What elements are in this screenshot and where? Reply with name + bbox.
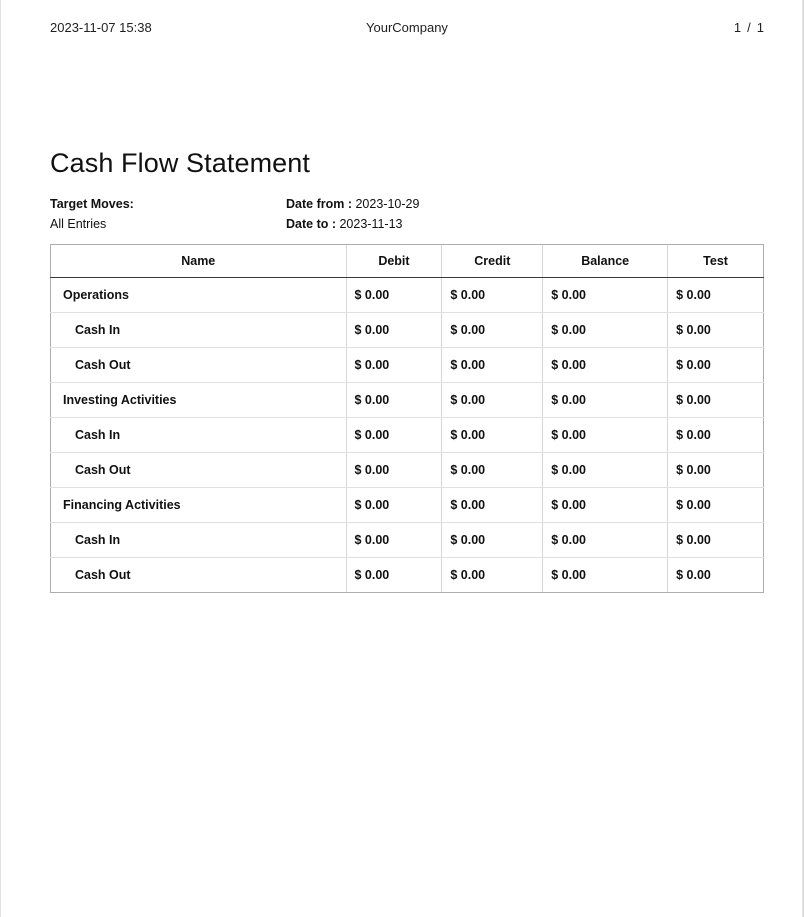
cell-name: Cash Out — [51, 558, 347, 593]
report-content — [50, 146, 764, 593]
page-right-edge — [802, 0, 803, 917]
table-row — [51, 418, 764, 453]
table-row — [51, 313, 764, 348]
cell-test: $ 0.00 — [668, 453, 764, 488]
cell-balance: $ 0.00 — [543, 313, 668, 348]
cell-name: Operations — [51, 278, 347, 313]
table-row — [51, 453, 764, 488]
date-to-row — [286, 214, 522, 234]
table-row — [51, 488, 764, 523]
cell-credit: $ 0.00 — [442, 558, 543, 593]
cell-name: Cash In — [51, 523, 347, 558]
date-from-label: Date from : — [286, 197, 352, 211]
header-company-name: YourCompany — [366, 20, 448, 35]
cell-balance: $ 0.00 — [543, 383, 668, 418]
cell-debit: $ 0.00 — [346, 418, 442, 453]
table-row — [51, 523, 764, 558]
cell-debit: $ 0.00 — [346, 278, 442, 313]
cell-test: $ 0.00 — [668, 278, 764, 313]
cell-debit: $ 0.00 — [346, 348, 442, 383]
meta-column-target-moves — [50, 194, 286, 234]
cell-credit: $ 0.00 — [442, 523, 543, 558]
cell-balance: $ 0.00 — [543, 488, 668, 523]
cell-debit: $ 0.00 — [346, 383, 442, 418]
cell-test: $ 0.00 — [668, 313, 764, 348]
cell-balance: $ 0.00 — [543, 453, 668, 488]
column-header-balance: Balance — [543, 245, 668, 278]
target-moves-label-text: Target Moves: — [50, 197, 134, 211]
cell-debit: $ 0.00 — [346, 523, 442, 558]
cell-name: Cash In — [51, 313, 347, 348]
cell-test: $ 0.00 — [668, 383, 764, 418]
cell-name: Cash In — [51, 418, 347, 453]
cell-test: $ 0.00 — [668, 523, 764, 558]
column-header-debit: Debit — [346, 245, 442, 278]
cell-debit: $ 0.00 — [346, 558, 442, 593]
cell-credit: $ 0.00 — [442, 383, 543, 418]
header-datetime: 2023-11-07 15:38 — [50, 20, 152, 35]
cell-test: $ 0.00 — [668, 348, 764, 383]
table-body — [51, 278, 764, 593]
header-pagination — [528, 20, 764, 35]
table-row — [51, 558, 764, 593]
page-separator: / — [747, 20, 751, 35]
cell-name: Cash Out — [51, 453, 347, 488]
column-header-credit: Credit — [442, 245, 543, 278]
cell-credit: $ 0.00 — [442, 418, 543, 453]
cell-debit: $ 0.00 — [346, 453, 442, 488]
column-header-test: Test — [668, 245, 764, 278]
cell-balance: $ 0.00 — [543, 418, 668, 453]
cell-credit: $ 0.00 — [442, 278, 543, 313]
report-meta — [50, 194, 764, 234]
page-total: 1 — [756, 20, 764, 35]
table-row — [51, 383, 764, 418]
column-header-name: Name — [51, 245, 347, 278]
cell-credit: $ 0.00 — [442, 313, 543, 348]
target-moves-value: All Entries — [50, 217, 107, 231]
table-row — [51, 348, 764, 383]
target-moves-label — [50, 194, 286, 214]
page-left-edge — [0, 0, 1, 917]
page-title: Cash Flow Statement — [50, 148, 311, 178]
cell-balance: $ 0.00 — [543, 348, 668, 383]
cell-name: Investing Activities — [51, 383, 347, 418]
cell-debit: $ 0.00 — [346, 313, 442, 348]
table-header — [51, 245, 764, 278]
page-header — [50, 20, 764, 35]
cell-debit: $ 0.00 — [346, 488, 442, 523]
cell-credit: $ 0.00 — [442, 348, 543, 383]
cell-name: Financing Activities — [51, 488, 347, 523]
date-from-row — [286, 194, 522, 214]
cell-balance: $ 0.00 — [543, 523, 668, 558]
date-to-value: 2023-11-13 — [339, 217, 403, 231]
cell-test: $ 0.00 — [668, 558, 764, 593]
table-row — [51, 278, 764, 313]
page-current: 1 — [733, 20, 742, 35]
date-to-label: Date to : — [286, 217, 336, 231]
meta-column-dates — [286, 194, 522, 234]
table-header-row — [51, 245, 764, 278]
cell-balance: $ 0.00 — [543, 558, 668, 593]
cell-name: Cash Out — [51, 348, 347, 383]
date-from-value: 2023-10-29 — [355, 197, 420, 211]
cash-flow-table — [50, 244, 764, 593]
cell-balance: $ 0.00 — [543, 278, 668, 313]
cell-credit: $ 0.00 — [442, 453, 543, 488]
cell-test: $ 0.00 — [668, 488, 764, 523]
cell-test: $ 0.00 — [668, 418, 764, 453]
cell-credit: $ 0.00 — [442, 488, 543, 523]
